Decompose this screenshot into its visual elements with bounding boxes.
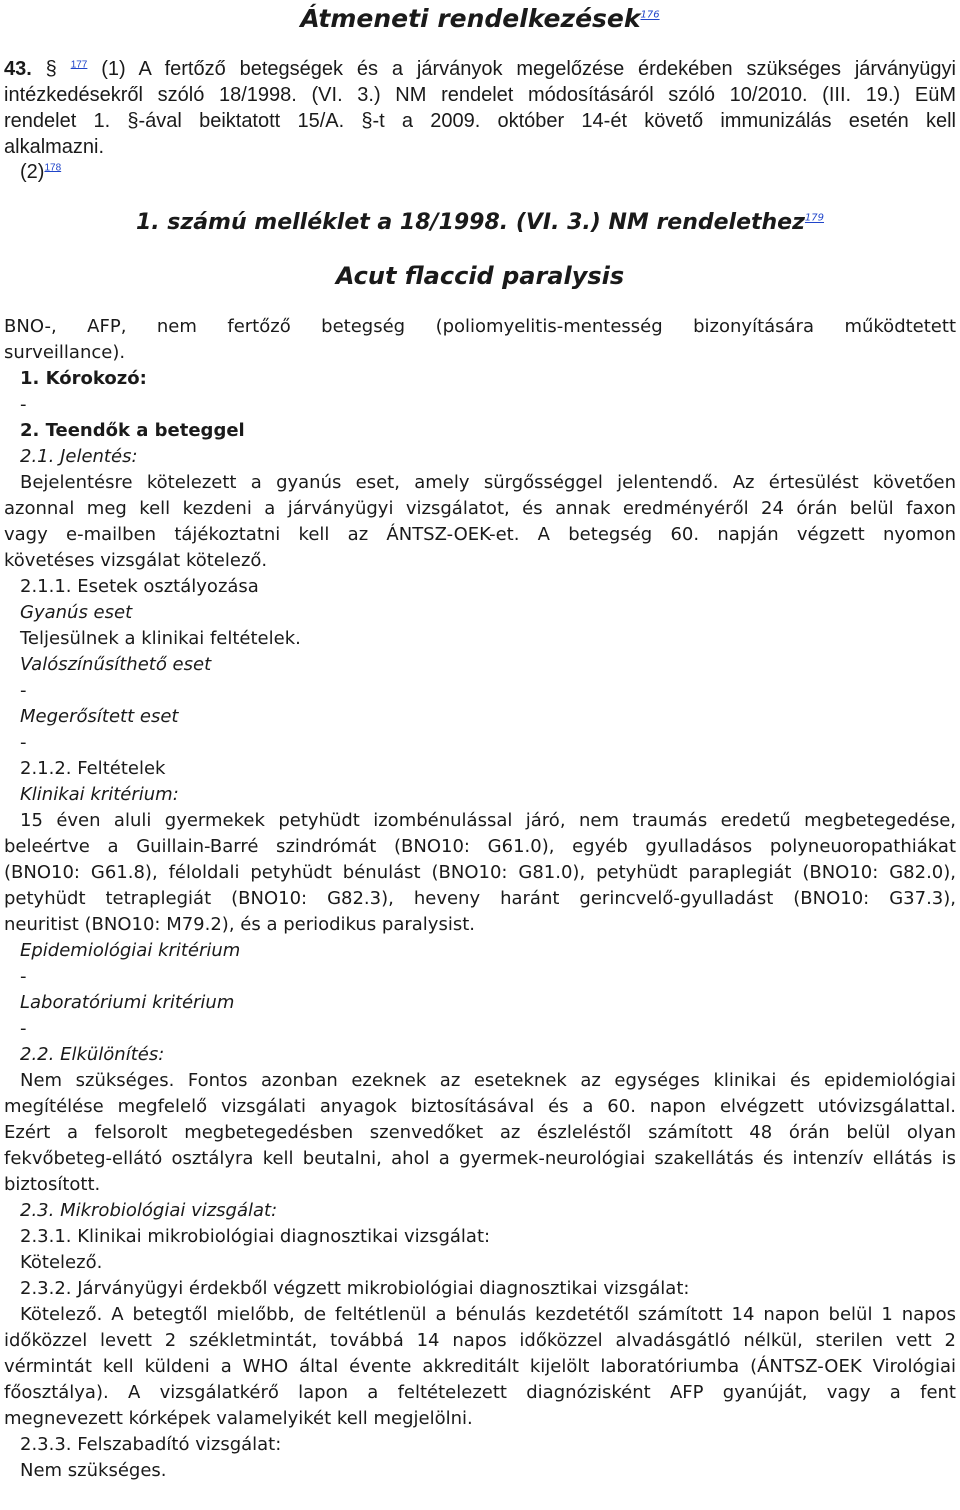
section-43-line-2: intézkedésekről szóló 18/1998. (VI. 3.) NM rendelet módosításáról szóló 10/2010. (III. 19.) EüM <box>4 84 956 106</box>
body-line: 2.3.2. Járványügyi érdekből végzett mikrobiológiai diagnosztikai vizsgálat: <box>20 1278 690 1299</box>
body-line: petyhüdt tetraplegiát (BNO10: G82.3), heveny haránt gerincvelő-gyulladást (BNO10: G37.3), <box>4 888 956 909</box>
body-line: megnevezett kórképek valamelyikét kell megjelölni. <box>4 1408 473 1429</box>
body-line: 2.1.2. Feltételek <box>20 758 166 779</box>
title-footnote-link[interactable]: 176 <box>640 9 660 21</box>
section-43-line-4: alkalmazni. <box>4 136 105 158</box>
body-line: Kötelező. A betegtől mielőbb, de feltétlenül a bénulás kezdetétől számított 14 napon belül 1 napos <box>20 1304 956 1325</box>
body-line: Kötelező. <box>20 1252 103 1273</box>
title-text: Átmeneti rendelkezések <box>300 4 641 33</box>
document-body <box>4 314 956 1484</box>
body-line: - <box>20 1018 27 1039</box>
body-line: fekvőbeteg-ellátó osztályra kell beutalni, ahol a gyermek-neurológiai szakellátás és intenzív ellátás is <box>4 1148 956 1169</box>
subsection-2 <box>20 161 61 184</box>
section-43 <box>4 56 956 160</box>
body-line: Ezért a felsorolt megbetegedésben szenvedőket az észleléstől számított 48 órán belül olyan <box>4 1122 956 1143</box>
body-line: Nem szükséges. <box>20 1460 167 1481</box>
section-43-line-3: rendelet 1. §-ával beiktatott 15/A. §-t a 2009. október 14-ét követő immunizálás esetén kell <box>4 110 956 132</box>
body-line: 2.2. Elkülönítés: <box>20 1044 165 1065</box>
page-title <box>0 4 960 33</box>
section-43-text-1: (1) A fertőző betegségek és a járványok megelőzése érdekében szükséges járványügyi <box>101 58 956 80</box>
body-line: Bejelentésre kötelezett a gyanús eset, amely sürgősséggel jelentendő. Az értesülést követően <box>20 472 956 493</box>
body-line: vérmintát kell küldeni a WHO által évente akkreditált kijelölt laboratóriumba (ÁNTSZ-OEK Virológiai <box>4 1356 956 1377</box>
body-line: Teljesülnek a klinikai feltételek. <box>20 628 301 649</box>
body-line: 2.3. Mikrobiológiai vizsgálat: <box>20 1200 278 1221</box>
annex-heading-text: 1. számú melléklet a 18/1998. (VI. 3.) NM rendelethez <box>135 210 805 235</box>
subsection-2-footnote-link[interactable]: 178 <box>44 162 62 174</box>
annex-heading <box>0 210 960 235</box>
body-line: (BNO10: G61.8), féloldali petyhüdt bénulást (BNO10: G81.0), petyhüdt paraplegiát (BNO10: G82.0), <box>4 862 956 883</box>
body-line: - <box>20 394 27 415</box>
body-line: főosztálya). A vizsgálatkérő lapon a feltételezett diagnózisként AFP gyanúját, vagy a fent <box>4 1382 956 1403</box>
body-line: Klinikai kritérium: <box>20 784 179 805</box>
body-line: - <box>20 732 27 753</box>
body-line: biztosított. <box>4 1174 101 1195</box>
body-line: vagy e-mailben tájékoztatni kell az ÁNTSZ-OEK-et. A betegség 60. napján végzett nyomon <box>4 524 956 545</box>
body-line: 2.3.1. Klinikai mikrobiológiai diagnosztikai vizsgálat: <box>20 1226 491 1247</box>
body-line: Valószínűsíthető eset <box>20 654 212 675</box>
body-line: 2.1.1. Esetek osztályozása <box>20 576 259 597</box>
disease-title: Acut flaccid paralysis <box>335 262 625 290</box>
body-line: időközzel levett 2 székletmintát, továbbá 14 napos időközzel alvadásgátló nélkül, sterilen vett 2 <box>4 1330 956 1351</box>
body-line: 2. Teendők a beteggel <box>20 420 245 441</box>
body-line: Gyanús eset <box>20 602 133 623</box>
body-line: Megerősített eset <box>20 706 179 727</box>
body-line: azonnal meg kell kezdeni a járványügyi vizsgálatot, és annak eredményéről 24 órán belül faxon <box>4 498 956 519</box>
section-43-line-1: 43. § $^{177}$ (1) A fertőző betegségek és a járványok megelőzése érdekében szükséges járványügyi <box>4 58 956 80</box>
body-line: neuritist (BNO10: M79.2), és a periodikus paralysist. <box>4 914 475 935</box>
body-line: surveillance). <box>4 342 126 363</box>
annex-footnote-link[interactable]: 179 <box>804 212 825 224</box>
body-line: - <box>20 966 27 987</box>
body-line: 2.1. Jelentés: <box>20 446 138 467</box>
subsection-2-label: (2) <box>20 161 45 183</box>
section-43-footnote-link[interactable]: 177 <box>70 59 88 71</box>
body-line: 15 éven aluli gyermekek petyhüdt izombénulással járó, nem traumás eredetű megbetegedése, <box>20 810 956 831</box>
body-line: 2.3.3. Felszabadító vizsgálat: <box>20 1434 282 1455</box>
body-line: Nem szükséges. Fontos azonban ezeknek az eseteknek az egységes klinikai és epidemiológiai <box>20 1070 956 1091</box>
body-line: BNO-, AFP, nem fertőző betegség (poliomyelitis-mentesség bizonyítására működtetett <box>4 316 956 337</box>
body-line: megítélése megfelelő vizsgálati anyagok biztosításával és a 60. napon elvégzett utóvizsgálattal. <box>4 1096 956 1117</box>
body-line: Laboratóriumi kritérium <box>20 992 235 1013</box>
body-line: beleértve a Guillain-Barré szindrómát (BNO10: G61.0), egyéb gyulladásos polyneuoropathiákat <box>4 836 956 857</box>
body-line: követéses vizsgálat kötelező. <box>4 550 268 571</box>
body-line: Epidemiológiai kritérium <box>20 940 241 961</box>
section-number: 43. <box>4 58 32 80</box>
body-line: 1. Kórokozó: <box>20 368 147 389</box>
body-line: - <box>20 680 27 701</box>
